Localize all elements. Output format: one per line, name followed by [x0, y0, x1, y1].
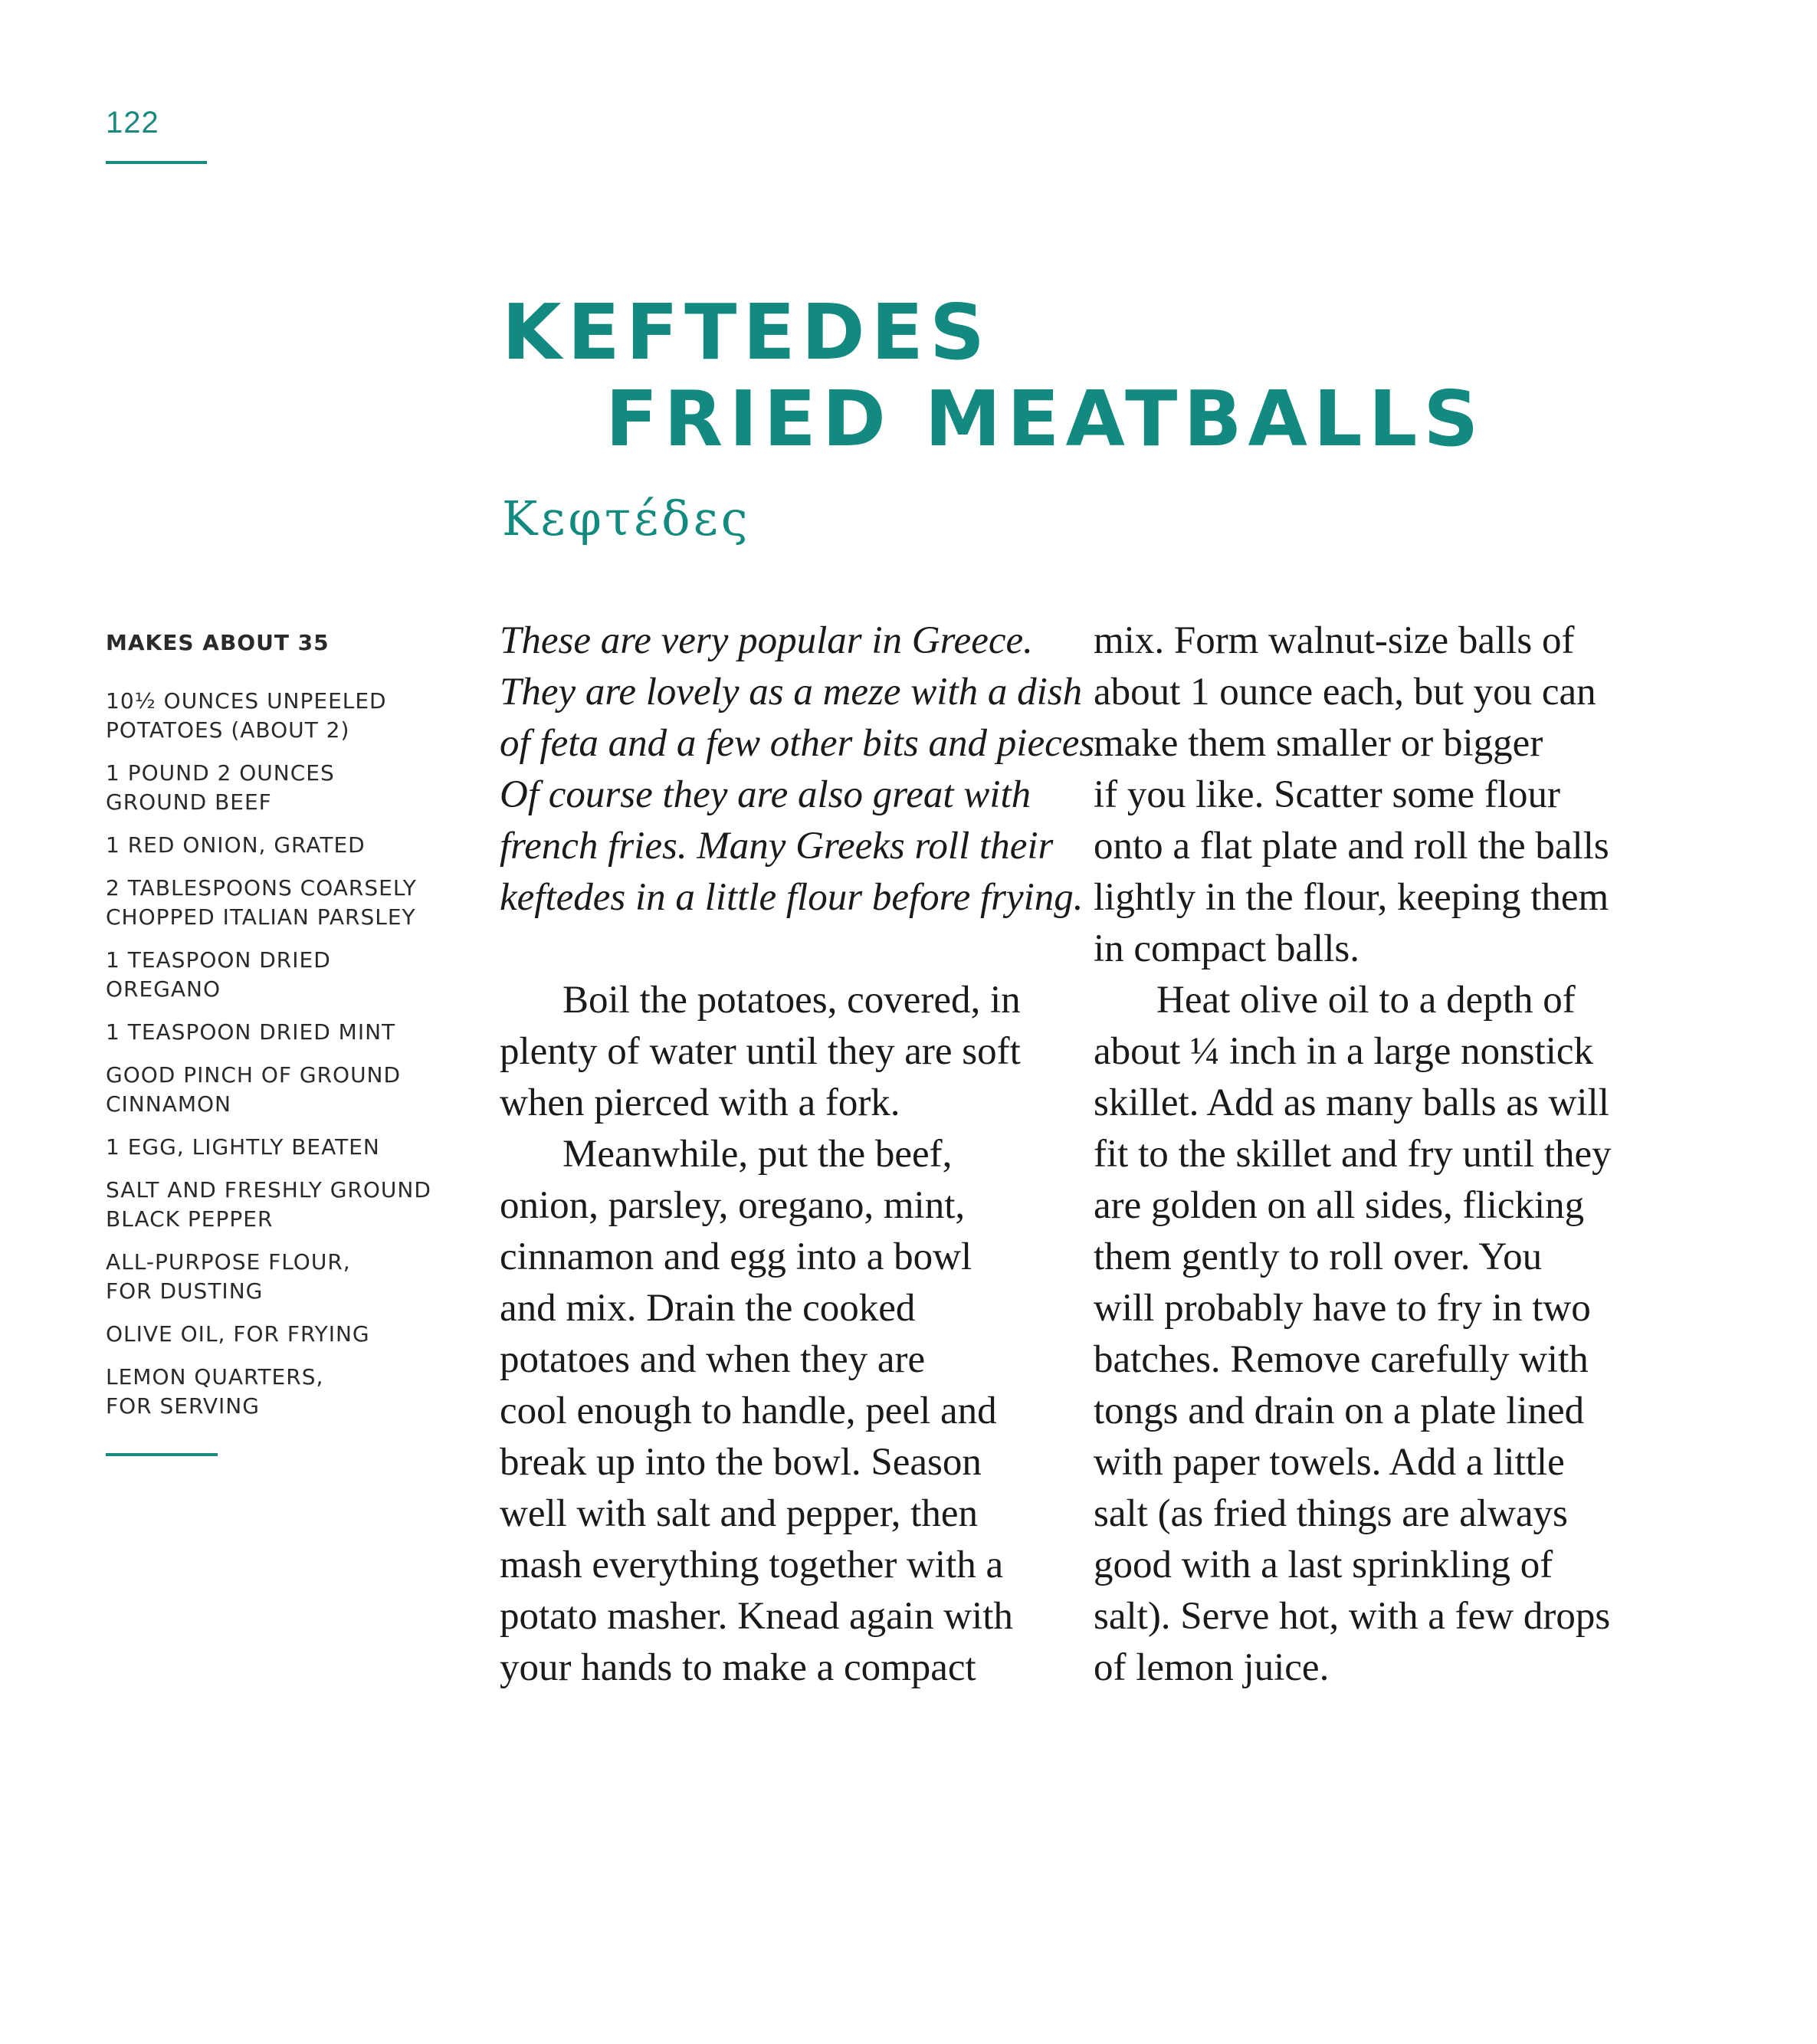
ingredient-item: [106, 1320, 443, 1349]
ingredient-line: CINNAMON: [106, 1091, 231, 1117]
ingredient-item: [106, 874, 443, 932]
ingredients-list: [106, 687, 443, 1421]
text-line: if you like. Scatter some flour: [1094, 773, 1561, 816]
ingredient-line: SALT AND FRESHLY GROUND: [106, 1177, 431, 1202]
text-line: Meanwhile, put the beef,: [562, 1133, 953, 1176]
text-line: These are very popular in Greece.: [500, 619, 1033, 662]
text-line: Heat olive oil to a depth of: [1156, 979, 1576, 1022]
text-line: cinnamon and egg into a bowl: [500, 1235, 972, 1278]
text-line: cool enough to handle, peel and: [500, 1389, 997, 1432]
ingredient-line: ALL-PURPOSE FLOUR,: [106, 1249, 351, 1275]
ingredient-item: [106, 1018, 443, 1047]
ingredient-line: GOOD PINCH OF GROUND: [106, 1062, 402, 1088]
ingredient-line: OLIVE OIL, FOR FRYING: [106, 1321, 370, 1347]
recipe-title-english: FRIED MEATBALLS: [605, 374, 1485, 464]
text-line: potatoes and when they are: [500, 1338, 926, 1381]
recipe-title-greek: Κεφτέδες: [502, 490, 751, 546]
ingredient-line: 1 TEASPOON DRIED: [106, 947, 331, 973]
yield-label: MAKES ABOUT 35: [106, 630, 330, 655]
ingredient-item: [106, 1248, 443, 1306]
text-line: your hands to make a compact: [500, 1646, 976, 1689]
text-line: salt (as fried things are always: [1094, 1492, 1568, 1535]
text-line: good with a last sprinkling of: [1094, 1544, 1553, 1586]
ingredient-line: GROUND BEEF: [106, 789, 272, 815]
ingredients-sidebar: [106, 628, 443, 1435]
text-line: when pierced with a fork.: [500, 1081, 900, 1124]
text-line: batches. Remove carefully with: [1094, 1338, 1589, 1381]
ingredient-line: 1 POUND 2 OUNCES: [106, 760, 335, 786]
ingredient-line: CHOPPED ITALIAN PARSLEY: [106, 904, 416, 930]
text-line: Of course they are also great with: [500, 773, 1031, 816]
text-line: of lemon juice.: [1094, 1646, 1330, 1689]
ingredient-line: 10½ OUNCES UNPEELED: [106, 688, 387, 714]
text-line: They are lovely as a meze with a dish: [500, 671, 1083, 714]
text-line: skillet. Add as many balls as will: [1094, 1081, 1609, 1124]
text-line: mix. Form walnut-size balls of: [1094, 619, 1575, 662]
ingredient-item: [106, 831, 443, 860]
text-line: make them smaller or bigger: [1094, 722, 1543, 765]
ingredient-line: 2 TABLESPOONS COARSELY: [106, 875, 417, 901]
text-line: will probably have to fry in two: [1094, 1287, 1591, 1330]
text-line: tongs and drain on a plate lined: [1094, 1389, 1585, 1432]
text-line: in compact balls.: [1094, 927, 1359, 970]
sidebar-rule: [106, 1453, 218, 1456]
method-column-2: [1094, 615, 1676, 1694]
text-line: about 1 ounce each, but you can: [1094, 671, 1596, 714]
text-line: potato masher. Knead again with: [500, 1595, 1013, 1638]
text-line: of feta and a few other bits and pieces.: [500, 722, 1104, 765]
ingredient-item: [106, 687, 443, 745]
text-line: about ¼ inch in a large nonstick: [1094, 1030, 1593, 1073]
text-line: salt). Serve hot, with a few drops: [1094, 1595, 1611, 1638]
text-line: fit to the skillet and fry until they: [1094, 1133, 1612, 1176]
text-line: break up into the bowl. Season: [500, 1441, 982, 1484]
text-line: and mix. Drain the cooked: [500, 1287, 916, 1330]
text-line: with paper towels. Add a little: [1094, 1441, 1565, 1484]
method-text-1: [500, 975, 1082, 1694]
text-line: keftedes in a little flour before frying.: [500, 876, 1084, 919]
text-line: mash everything together with a: [500, 1544, 1004, 1586]
ingredient-line: 1 EGG, LIGHTLY BEATEN: [106, 1134, 380, 1160]
text-line: are golden on all sides, flicking: [1094, 1184, 1585, 1227]
method-column-1: [500, 615, 1104, 1694]
text-line: onto a flat plate and roll the balls: [1094, 825, 1609, 868]
ingredient-item: [106, 1363, 443, 1421]
ingredient-line: FOR SERVING: [106, 1393, 260, 1419]
text-line: them gently to roll over. You: [1094, 1235, 1543, 1278]
ingredient-line: LEMON QUARTERS,: [106, 1364, 324, 1389]
ingredient-line: 1 RED ONION, GRATED: [106, 832, 366, 858]
text-line: french fries. Many Greeks roll their: [500, 825, 1054, 868]
text-line: Boil the potatoes, covered, in: [562, 979, 1021, 1022]
ingredient-line: OREGANO: [106, 976, 221, 1002]
text-line: lightly in the flour, keeping them: [1094, 876, 1609, 919]
ingredient-line: 1 TEASPOON DRIED MINT: [106, 1019, 396, 1045]
intro-text: [500, 615, 1104, 924]
method-text-2: [1094, 615, 1676, 1694]
ingredient-item: [106, 1061, 443, 1119]
ingredient-item: [106, 1133, 443, 1162]
ingredient-line: BLACK PEPPER: [106, 1206, 274, 1232]
text-line: plenty of water until they are soft: [500, 1030, 1021, 1073]
ingredient-item: [106, 759, 443, 817]
ingredient-line: POTATOES (ABOUT 2): [106, 717, 350, 743]
ingredient-item: [106, 946, 443, 1004]
page-number: 122: [106, 106, 159, 139]
text-line: onion, parsley, oregano, mint,: [500, 1184, 966, 1227]
ingredient-item: [106, 1176, 443, 1234]
text-line: well with salt and pepper, then: [500, 1492, 978, 1535]
ingredient-line: FOR DUSTING: [106, 1278, 264, 1304]
header-rule: [106, 161, 207, 164]
recipe-title-greek-transliteration: KEFTEDES: [502, 287, 991, 377]
